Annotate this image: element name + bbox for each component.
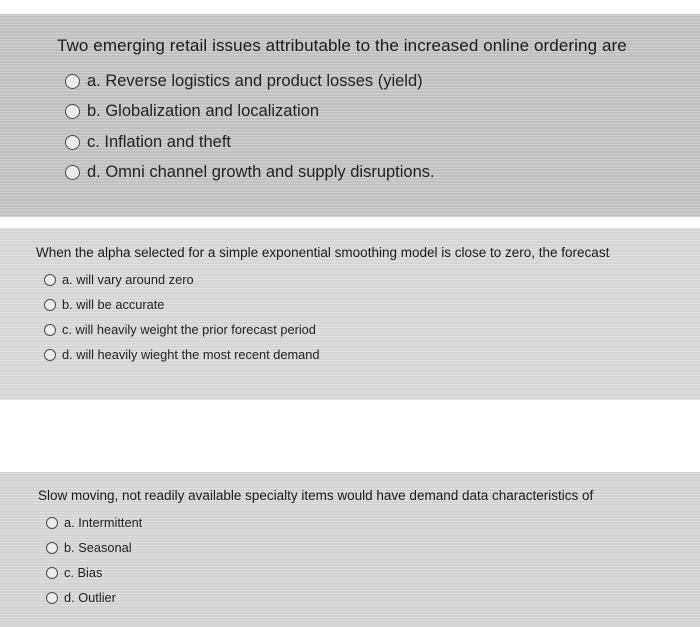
option-a[interactable] — [65, 66, 700, 97]
radio-button-icon[interactable] — [46, 517, 58, 529]
option-label[interactable]: d. Outlier — [64, 590, 116, 605]
option-b[interactable] — [46, 535, 700, 560]
radio-button-icon[interactable] — [44, 299, 56, 311]
radio-button-icon[interactable] — [65, 74, 80, 89]
option-list — [57, 66, 700, 188]
radio-button-icon[interactable] — [46, 567, 58, 579]
option-list — [36, 267, 700, 367]
option-label[interactable]: b. Seasonal — [64, 540, 132, 555]
option-label[interactable]: c. Inflation and theft — [87, 132, 232, 151]
question-text: Slow moving, not readily available specialty items would have demand data characteristics of — [38, 488, 594, 503]
option-label[interactable]: b. will be accurate — [62, 297, 165, 312]
option-label[interactable]: d. Omni channel growth and supply disruptions. — [87, 163, 435, 182]
radio-button-icon[interactable] — [65, 135, 80, 150]
option-label[interactable]: a. Reverse logistics and product losses (yield) — [87, 71, 423, 90]
option-d[interactable] — [46, 585, 700, 610]
question-panel-1 — [0, 14, 700, 217]
option-label[interactable]: b. Globalization and localization — [87, 102, 320, 121]
option-d[interactable] — [44, 342, 700, 367]
option-a[interactable] — [44, 267, 700, 292]
option-b[interactable] — [65, 97, 700, 128]
question-text: Two emerging retail issues attributable to the increased online ordering are — [57, 36, 627, 55]
option-b[interactable] — [44, 292, 700, 317]
option-a[interactable] — [46, 510, 700, 535]
option-c[interactable] — [65, 127, 700, 158]
radio-button-icon[interactable] — [46, 542, 58, 554]
option-label[interactable]: c. Bias — [64, 565, 103, 580]
option-label[interactable]: a. Intermittent — [64, 515, 143, 530]
option-c[interactable] — [46, 560, 700, 585]
option-label[interactable]: d. will heavily wieght the most recent demand — [62, 347, 320, 362]
question-panel-3 — [0, 472, 700, 627]
option-c[interactable] — [44, 317, 700, 342]
option-label[interactable]: a. will vary around zero — [62, 272, 194, 287]
radio-button-icon[interactable] — [65, 104, 80, 119]
radio-button-icon[interactable] — [44, 349, 56, 361]
radio-button-icon[interactable] — [44, 274, 56, 286]
question-text: When the alpha selected for a simple exponential smoothing model is close to zero, the forecast — [36, 245, 610, 260]
radio-button-icon[interactable] — [46, 592, 58, 604]
radio-button-icon[interactable] — [65, 165, 80, 180]
option-d[interactable] — [65, 158, 700, 189]
question-panel-2 — [0, 228, 700, 400]
option-list — [38, 510, 700, 610]
option-label[interactable]: c. will heavily weight the prior forecast period — [62, 322, 316, 337]
radio-button-icon[interactable] — [44, 324, 56, 336]
